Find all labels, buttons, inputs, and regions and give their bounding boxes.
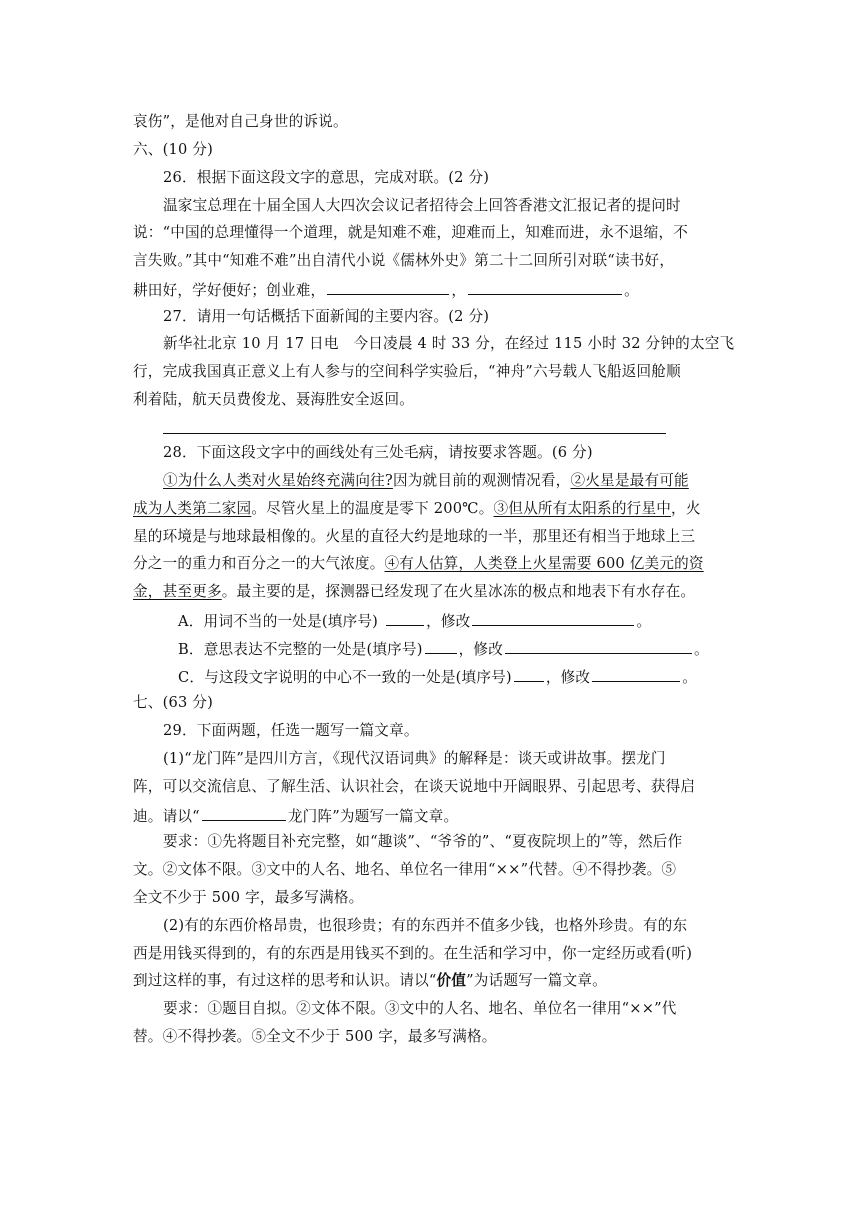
- text-line: [163, 471, 689, 491]
- text: 六、(10 分): [133, 141, 213, 158]
- answer-blank[interactable]: [386, 610, 424, 626]
- text: 。: [624, 282, 639, 299]
- question-28: [163, 443, 593, 463]
- answer-blank[interactable]: [592, 666, 680, 682]
- text-line: [163, 749, 666, 769]
- text-line: [133, 554, 704, 574]
- option-c: [178, 666, 697, 688]
- text: 文。②文体不限。③文中的人名、地名、单位名一律用“××”代替。④不得抄袭。⑤: [133, 861, 677, 878]
- text: 阵，可以交流信息、了解生活、认识社会，在谈天说地中开阔眼界、引起思考、获得启: [133, 778, 696, 795]
- text: 行，完成我国真正意义上有人参与的空间科学实验后，“神舟”六号载人飞船返回舱顺: [133, 363, 681, 380]
- text: ，: [451, 282, 467, 299]
- text: 26．根据下面这段文字的意思，完成对联。(2 分): [163, 169, 490, 186]
- text: C．与这段文字说明的中心不一致的一处是(填序号): [178, 669, 512, 686]
- underlined-text: ④有人估算，人类登上火星需要 600 亿美元的资: [384, 555, 704, 572]
- text: ，修改: [458, 641, 504, 658]
- text: 28．下面这段文字中的画线处有三处毛病，请按要求答题。(6 分): [163, 444, 593, 461]
- text: (2)有的东西价格昂贵，也很珍贵；有的东西并不值多少钱，也格外珍贵。有的东: [163, 917, 688, 934]
- text-line: [163, 334, 734, 354]
- text: 龙门阵”为题写一篇文章。: [287, 808, 459, 825]
- text: 要求：①题目自拟。②文体不限。③文中的人名、地名、单位名一律用“××”代: [163, 1000, 677, 1017]
- text: ”为话题写一篇文章。: [466, 972, 607, 989]
- text-line: [133, 582, 695, 602]
- text: A．用词不当的一处是(填序号): [178, 613, 379, 630]
- text-line: [133, 1027, 497, 1047]
- text: 。尽管火星上的温度是零下 200℃。: [251, 500, 494, 517]
- text: 温家宝总理在十届全国人大四次会议记者招待会上回答香港文汇报记者的提问时: [163, 197, 681, 214]
- answer-blank[interactable]: [468, 279, 622, 295]
- text: 迪。请以“: [133, 808, 200, 825]
- text: 分之一的重力和百分之一的大气浓度。: [133, 555, 385, 572]
- text-line: [133, 499, 701, 519]
- text: 哀伤”，是他对自己身世的诉说。: [133, 113, 348, 130]
- text-line: [133, 971, 607, 991]
- text: 七、(63 分): [133, 694, 213, 711]
- text-line: [133, 860, 676, 880]
- answer-blank[interactable]: [425, 638, 457, 654]
- text: 利着陆，航天员费俊龙、聂海胜安全返回。: [133, 391, 415, 408]
- text-line: [133, 390, 414, 410]
- answer-blank[interactable]: [514, 666, 544, 682]
- text: 替。④不得抄袭。⑤全文不少于 500 字，最多写满格。: [133, 1028, 497, 1045]
- text: ，修改: [426, 613, 471, 630]
- underlined-text: ②火星是最有可能: [570, 472, 689, 489]
- text: B．意思表达不完整的一处是(填序号): [178, 641, 423, 658]
- option-a: [178, 610, 651, 632]
- section-heading-6: [133, 140, 213, 160]
- text-line: [163, 832, 682, 852]
- question-29: [163, 721, 419, 741]
- text: 西是用钱买得到的，有的东西是用钱买不到的。在生活和学习中，你一定经历或看(听): [133, 945, 693, 962]
- text-line: [163, 999, 677, 1019]
- text: (1)“龙门阵”是四川方言，《现代汉语词典》的解释是：谈天或讲故事。摆龙门: [163, 750, 666, 767]
- underlined-text: ③但从所有太阳系的行星中: [493, 500, 672, 517]
- text: ，修改: [545, 669, 591, 686]
- text-line: [133, 223, 688, 243]
- text-line: [133, 362, 681, 382]
- text-line: [133, 888, 363, 908]
- section-heading-7: [133, 693, 213, 713]
- text: 新华社北京 10 月 17 日电 今日凌晨 4 时 33 分，在经过 115 小时 32 分钟的太空飞: [163, 335, 735, 352]
- underlined-text: ①为什么人类对火星始终充满向往?: [163, 472, 393, 489]
- text-line: [163, 916, 687, 936]
- text: ，火: [671, 500, 701, 517]
- text-line: [133, 112, 348, 132]
- option-b: [178, 638, 709, 660]
- text: 全文不少于 500 字，最多写满格。: [133, 889, 364, 906]
- underlined-text: 成为人类第二家园: [133, 500, 252, 517]
- answer-line[interactable]: [163, 433, 666, 434]
- text-line: [163, 196, 681, 216]
- couplet-answer-line: [133, 279, 639, 301]
- answer-blank[interactable]: [327, 279, 449, 295]
- answer-blank[interactable]: [472, 610, 634, 626]
- text-line: [133, 777, 695, 797]
- text: 。: [694, 641, 709, 658]
- answer-blank[interactable]: [505, 638, 692, 654]
- text: 星的环境是与地球最相像的。火星的直径大约是地球的一半，那里还有相当于地球上三: [133, 528, 696, 545]
- question-27: [163, 307, 489, 327]
- text-line: [133, 251, 674, 271]
- text: 。: [682, 669, 698, 686]
- text-line: [133, 527, 695, 547]
- bold-keyword: 价值: [436, 972, 467, 989]
- text: 言失败。”其中“知难不难”出自清代小说《儒林外史》第二十二回所引对联“读书好，: [133, 252, 675, 269]
- text: 29．下面两题，任选一题写一篇文章。: [163, 722, 419, 739]
- question-26: [163, 168, 489, 188]
- text: 27．请用一句话概括下面新闻的主要内容。(2 分): [163, 308, 490, 325]
- text: 。最主要的是，探测器已经发现了在火星冰冻的极点和地表下有水存在。: [221, 583, 696, 600]
- text: 到过这样的事，有过这样的思考和认识。请以“: [133, 972, 437, 989]
- text: 。: [636, 613, 652, 630]
- text: 说：“中国的总理懂得一个道理，就是知难不难，迎难而上，知难而进，永不退缩，不: [133, 224, 689, 241]
- underlined-text: 金，甚至更多: [133, 583, 222, 600]
- answer-blank[interactable]: [202, 805, 286, 821]
- text: 要求：①先将题目补充完整，如“趣谈”、“爷爷的”、“夏夜院坝上的”等，然后作: [163, 833, 683, 850]
- text: 耕田好，学好便好；创业难，: [133, 282, 326, 299]
- text-line: [133, 944, 692, 964]
- text-line: [133, 805, 458, 827]
- text: 因为就目前的观测情况看，: [392, 472, 571, 489]
